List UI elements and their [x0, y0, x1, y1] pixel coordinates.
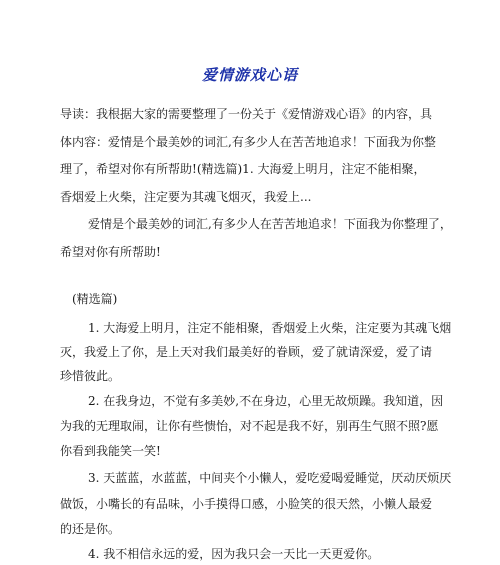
list-item-line: 1. 大海爱上明月，注定不能相聚，香烟爱上火柴，注定要为其魂飞烟: [88, 321, 452, 335]
list-item-line: 的还是你。: [60, 522, 121, 536]
list-item-line: 2. 在我身边，不觉有多美妙,不在身边，心里无故烦躁。我知道，因: [88, 394, 444, 408]
list-item-line: 4. 我不相信永远的爱，因为我只会一天比一天更爱你。: [88, 547, 380, 561]
paragraph-line: 希望对你有所帮助!: [60, 245, 161, 259]
paragraph-line: 体内容：爱情是个最美妙的词汇,有多少人在苦苦地追求！下面我为你整: [60, 135, 436, 149]
paragraph-line: 理了，希望对你有所帮助!(精选篇)1. 大海爱上明月，注定不能相聚，: [60, 162, 426, 176]
paragraph-line: 香烟爱上火柴，注定要为其魂飞烟灭，我爱上...: [60, 190, 312, 204]
list-item-line: 你看到我能笑一笑!: [60, 444, 161, 458]
list-item-line: 珍惜彼此。: [60, 369, 121, 383]
paragraph-line: 爱情是个最美妙的词汇,有多少人在苦苦地追求！下面我为你整理了，: [88, 217, 452, 231]
list-item-line: 灭，我爱上了你，是上天对我们最美好的眷顾，爱了就请深爱，爱了请: [60, 345, 433, 359]
list-item-line: 3. 天蓝蓝，水蓝蓝，中间夹个小懒人，爱吃爱喝爱睡觉，厌动厌烦厌: [88, 471, 452, 485]
list-item-line: 为我的无理取闹，让你有些愦怡，对不起是我不好，别再生气照不照?愿: [60, 419, 439, 433]
section-heading: (精选篇): [72, 292, 118, 306]
list-item-line: 做饭，小嘴长的有品味，小手摸得口感，小脸笑的很天然，小懒人最爱: [60, 497, 433, 511]
document-title: 爱情游戏心语: [201, 66, 298, 84]
paragraph-line: 导读：我根据大家的需要整理了一份关于《爱情游戏心语》的内容，具: [60, 107, 433, 121]
